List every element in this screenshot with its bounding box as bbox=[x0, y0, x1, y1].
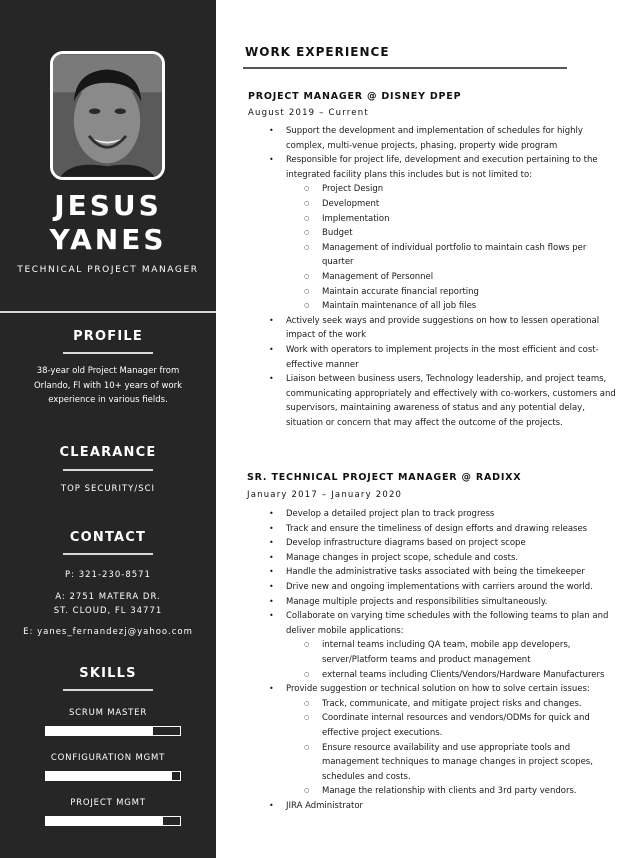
bullet-text: Drive new and ongoing implementations with carriers around the world. bbox=[286, 581, 593, 592]
work-experience-rule bbox=[243, 67, 567, 69]
bullet-text: Manage multiple projects and responsibilities simultaneously. bbox=[286, 596, 548, 607]
bullet-item bbox=[286, 153, 616, 314]
bullet-item bbox=[286, 372, 616, 430]
sub-bullet-item: ○ Implementation bbox=[322, 212, 616, 227]
sub-bullet-item: ○ Budget bbox=[322, 226, 616, 241]
bullet-item bbox=[286, 565, 616, 580]
sub-bullet-item: ○ external teams including Clients/Vendors/Hardware Manufacturers bbox=[322, 668, 616, 683]
bullet-item bbox=[286, 551, 616, 566]
sub-bullet-item: ○ Development bbox=[322, 197, 616, 212]
clearance-text: TOP SECURITY/SCI bbox=[60, 484, 156, 494]
sub-bullet-item: ○ Project Design bbox=[322, 182, 616, 197]
skill-bar bbox=[45, 726, 181, 736]
last-name: YANES bbox=[49, 223, 167, 256]
sub-bullet-item: ○ internal teams including QA team, mobile app developers, server/Platform teams and product management bbox=[322, 638, 616, 667]
job-bullets-1 bbox=[286, 124, 616, 430]
first-name: JESUS bbox=[54, 189, 162, 222]
sub-bullet-item: ○ Track, communicate, and mitigate project risks and changes. bbox=[322, 697, 616, 712]
contact-heading: CONTACT bbox=[69, 530, 147, 545]
bullet-text: Handle the administrative tasks associated with being the timekeeper bbox=[286, 567, 585, 578]
skill-bar-fill bbox=[46, 727, 153, 735]
sidebar bbox=[0, 0, 216, 858]
contact-address-line1: A: 2751 MATERA DR. bbox=[55, 592, 161, 602]
profile-rule bbox=[63, 352, 153, 354]
sub-bullet-item: ○ Management of individual portfolio to maintain cash flows per quarter bbox=[322, 241, 616, 270]
bullet-text: Develop a detailed project plan to track progress bbox=[286, 509, 495, 519]
skill-label: PROJECT MGMT bbox=[70, 798, 146, 808]
sub-bullet-item: ○ Ensure resource availability and use appropriate tools and management techniques to manage changes in project scopes, schedules and costs. bbox=[322, 741, 616, 785]
contact-email: E: yanes_fernandezj@yahoo.com bbox=[23, 627, 193, 637]
bullet-text: Develop infrastructure diagrams based on project scope bbox=[286, 538, 526, 549]
job-dates-2: January 2017 – January 2020 bbox=[247, 490, 403, 500]
job-bullets-2 bbox=[286, 507, 616, 813]
bullet-text: Responsible for project life, development and execution pertaining to the integrated facility plans this includes but is not limited to: bbox=[286, 155, 598, 180]
profile-text: 38-year old Project Manager from Orlando, Fl with 10+ years of work experience in various fields. bbox=[33, 366, 183, 405]
sub-bullet-item: ○ Coordinate internal resources and vendors/ODMs for quick and effective project executions. bbox=[322, 711, 616, 740]
contact-address-line2: ST. CLOUD, FL 34771 bbox=[53, 606, 163, 616]
bullet-text: Track and ensure the timeliness of design efforts and drawing releases bbox=[286, 523, 588, 534]
contact-phone: P: 321-230-8571 bbox=[65, 570, 151, 580]
sub-bullet-list bbox=[322, 697, 616, 799]
main-content bbox=[216, 0, 640, 858]
bullet-item bbox=[286, 124, 616, 153]
profile-heading: PROFILE bbox=[73, 329, 143, 344]
bullet-item bbox=[286, 580, 616, 595]
bullet-item bbox=[286, 536, 616, 551]
job-title-1: PROJECT MANAGER @ DISNEY DPEP bbox=[248, 91, 462, 102]
sub-bullet-list bbox=[322, 638, 616, 682]
skill-bar-fill bbox=[46, 817, 163, 825]
sub-bullet-item: ○ Maintain maintenance of all job files bbox=[322, 299, 616, 314]
bullet-text: Collaborate on varying time schedules with the following teams to plan and deliver mobile applications: bbox=[286, 611, 609, 636]
clearance-rule bbox=[63, 469, 153, 471]
bullet-item bbox=[286, 595, 616, 610]
contact-rule bbox=[63, 553, 153, 555]
skills-heading: SKILLS bbox=[79, 666, 137, 681]
bullet-item bbox=[286, 682, 616, 799]
bullet-text: Provide suggestion or technical solution on how to solve certain issues: bbox=[286, 684, 590, 695]
bullet-item bbox=[286, 343, 616, 372]
sub-bullet-item: ○ Maintain accurate financial reporting bbox=[322, 285, 616, 300]
bullet-item bbox=[286, 609, 616, 682]
profile-photo bbox=[50, 51, 165, 180]
skill-bar bbox=[45, 771, 181, 781]
skills-rule bbox=[63, 689, 153, 691]
job-title: TECHNICAL PROJECT MANAGER bbox=[17, 265, 199, 275]
bullet-item bbox=[286, 314, 616, 343]
clearance-heading: CLEARANCE bbox=[59, 445, 157, 460]
portrait-image bbox=[53, 54, 162, 177]
bullet-text: Actively seek ways and provide suggestions on how to lessen operational impact of the work bbox=[286, 315, 600, 341]
sub-bullet-list bbox=[322, 182, 616, 313]
skill-label: CONFIGURATION MGMT bbox=[50, 753, 166, 763]
bullet-text: Work with operators to implement projects in the most efficient and cost-effective manner bbox=[286, 344, 599, 370]
bullet-item bbox=[286, 507, 616, 522]
sub-bullet-item: ○ Manage the relationship with clients and 3rd party vendors. bbox=[322, 784, 616, 799]
bullet-item bbox=[286, 522, 616, 537]
bullet-item bbox=[286, 799, 616, 814]
sub-bullet-item: ○ Management of Personnel bbox=[322, 270, 616, 285]
sidebar-divider bbox=[0, 311, 216, 313]
job-dates-1: August 2019 – Current bbox=[248, 108, 369, 118]
skill-bar bbox=[45, 816, 181, 826]
bullet-text: Manage changes in project scope, schedule and costs. bbox=[286, 552, 519, 563]
bullet-text: JIRA Administrator bbox=[286, 800, 364, 811]
skill-label: SCRUM MASTER bbox=[68, 708, 148, 718]
bullet-text: Liaison between business users, Technology leadership, and project teams, communicating appropriately and effectively with co-workers, customers and supervisors, maintaining awareness of status and any potential delay, situation or concern that may affect the outcome of the projects. bbox=[286, 374, 616, 428]
work-experience-heading: WORK EXPERIENCE bbox=[245, 45, 390, 59]
bullet-text: Support the development and implementation of schedules for highly complex, multi-venue projects, phasing, property wide program bbox=[286, 126, 583, 151]
skill-bar-fill bbox=[46, 772, 172, 780]
job-title-2: SR. TECHNICAL PROJECT MANAGER @ RADIXX bbox=[247, 472, 522, 483]
